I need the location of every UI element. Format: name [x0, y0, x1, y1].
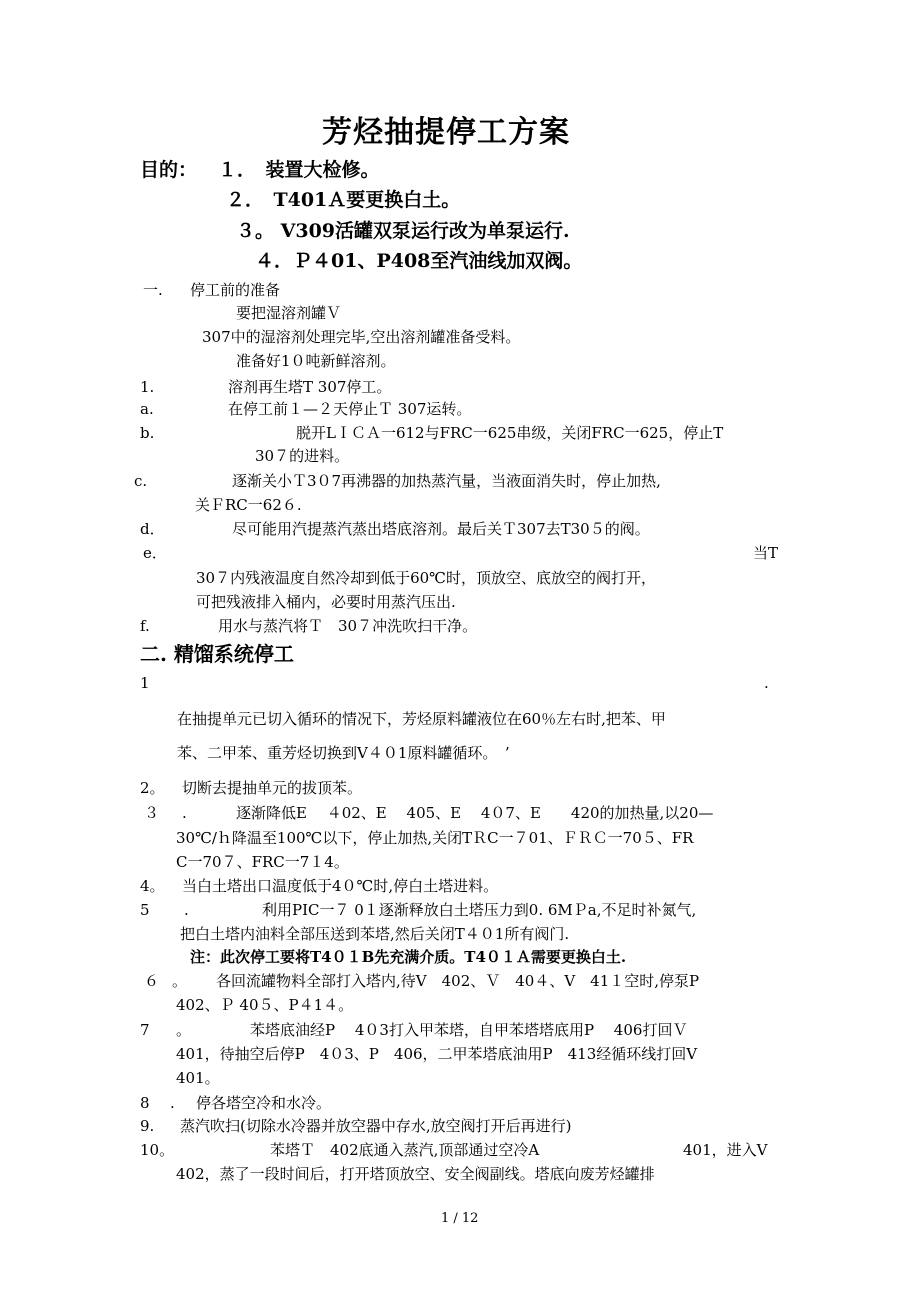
list-number: 10。 — [140, 1141, 175, 1159]
list-item: 当T — [753, 544, 779, 562]
list-item: 苯塔底油经P 4０3打入甲苯塔，自甲苯塔塔底用P 406打回Ｖ — [250, 1021, 688, 1039]
list-item: 401，进入V — [683, 1141, 768, 1159]
list-letter: f. — [140, 617, 150, 635]
objective-item: ４．Ｐ４01、P408至汽油线加双阀。 — [255, 250, 583, 272]
list-item: 停各塔空冷和水冷。 — [196, 1094, 332, 1112]
list-number: 9. — [140, 1117, 155, 1135]
paragraph-line: 要把湿溶剂罐Ｖ — [236, 304, 342, 322]
list-item: 在停工前１—２天停止Ｔ 307运转。 — [228, 400, 472, 418]
list-item-continued: 30℃/ｈ降温至100℃以下，停止加热,关闭TＲC一７01、ＦＲＣ一70５、FR — [176, 829, 694, 847]
list-item-continued: 30７内残液温度自然冷却到低于60℃时，顶放空、底放空的阀打开， — [196, 569, 656, 587]
list-number: ３ — [144, 804, 160, 822]
list-item: 逐渐降低E ４02、E 405、E 4０7、E 420的加热量,以20— — [236, 804, 714, 822]
note: 注：此次停工要将T4０１B先充满介质。T4０１Ａ需要更换白土. — [190, 948, 627, 966]
list-number: 1. — [140, 378, 155, 396]
list-item: 溶剂再生塔T 307停工。 — [228, 378, 392, 396]
list-item-continued: 苯、二甲苯、重芳烃切换到V４０1原料罐循环。 ’ — [177, 744, 510, 762]
list-number: 5 — [140, 901, 150, 919]
objective-item: １． 装置大检修。 — [218, 159, 380, 181]
list-item: 苯塔Ｔ 402底通入蒸汽,顶部通过空冷A — [270, 1141, 540, 1159]
objective-item: ３。 V309活罐双泵运行改为单泵运行. — [236, 220, 570, 242]
section-number: 一. — [143, 281, 163, 299]
list-item-continued: 把白土塔内油料全部压送到苯塔,然后关闭T４０1所有阀门. — [180, 925, 570, 943]
list-item: 蒸汽吹扫(切除水冷器并放空器中存水,放空阀打开后再进行) — [180, 1117, 572, 1135]
section-heading: 停工前的准备 — [190, 281, 281, 299]
objectives-label: 目的： — [140, 159, 198, 181]
list-number: 8 — [140, 1094, 150, 1112]
list-item: 尽可能用汽提蒸汽蒸出塔底溶剂。最后关Ｔ307去T30５的阀。 — [232, 520, 650, 538]
list-number-dot: . — [184, 901, 189, 919]
list-item-continued: 关ＦRC一62６. — [195, 496, 302, 514]
list-item-continued: C一70７、FRC一7１4。 — [176, 853, 349, 871]
list-number: 4。 — [140, 877, 165, 895]
list-number: ６ — [144, 972, 160, 990]
list-item: 逐渐关小Ｔ3０7再沸器的加热蒸汽量，当液面消失时，停止加热, — [232, 472, 661, 490]
list-letter: e． — [143, 544, 167, 562]
list-number: 2。 — [140, 779, 165, 797]
list-number-dot: . — [170, 1094, 175, 1112]
paragraph-line: 准备好1０吨新鲜溶剂。 — [236, 352, 396, 370]
list-letter: d． — [140, 520, 165, 538]
list-item: 利用PIC一７ 0１逐渐释放白土塔压力到0. 6MＰa,不足时补氮气, — [262, 901, 697, 919]
list-number-dot: . — [182, 804, 187, 822]
objective-item: ２． T401Ａ要更换白土。 — [226, 189, 461, 211]
list-item-continued: 401，待抽空后停P 4０3、P 406，二甲苯塔底油用P 413经循环线打回V — [176, 1045, 698, 1063]
page-title: 芳烃抽提停工方案 — [322, 115, 570, 150]
list-letter: a. — [140, 400, 154, 418]
list-number-dot: 。 — [176, 1021, 192, 1039]
list-item-continued: 402，蒸了一段时间后，打开塔顶放空、安全阀副线。塔底向废芳烃罐排 — [176, 1165, 655, 1183]
list-item: 当白土塔出口温度低于4０℃时,停白土塔进料。 — [182, 877, 499, 895]
list-item-continued: 401。 — [176, 1069, 220, 1087]
page-number: 1 / 12 — [441, 1211, 479, 1226]
list-number: 1 — [140, 674, 150, 692]
list-number: 7 — [140, 1021, 150, 1039]
list-item-continued: 402、Ｐ 40５、P４1４。 — [176, 996, 354, 1014]
list-number-dot: . — [764, 674, 769, 692]
list-item-continued: 30７的进料。 — [255, 447, 350, 465]
list-item: 脱开LＩＣＡ一612与FRC一625串级，关闭FRC一625，停止T — [296, 424, 724, 442]
list-item: 用水与蒸汽将Ｔ 30７冲洗吹扫干净。 — [218, 617, 478, 635]
list-item-continued: 可把残液排入桶内，必要时用蒸汽压出. — [196, 593, 456, 611]
section-heading: 二. 精馏系统停工 — [140, 642, 294, 666]
list-item: 切断去提抽单元的拔顶苯。 — [182, 779, 363, 797]
list-letter: b. — [140, 424, 155, 442]
list-letter: c. — [134, 472, 148, 490]
list-item: 在抽提单元已切入循环的情况下，芳烃原料罐液位在60％左右时,把苯、甲 — [177, 710, 666, 728]
list-item: 各回流罐物料全部打入塔内,待V 402、Ｖ 40４、V 41１空时,停泵P — [216, 972, 700, 990]
list-number-dot: 。 — [172, 972, 188, 990]
paragraph-line: 307中的湿溶剂处理完毕,空出溶剂罐准备受料。 — [202, 328, 521, 346]
